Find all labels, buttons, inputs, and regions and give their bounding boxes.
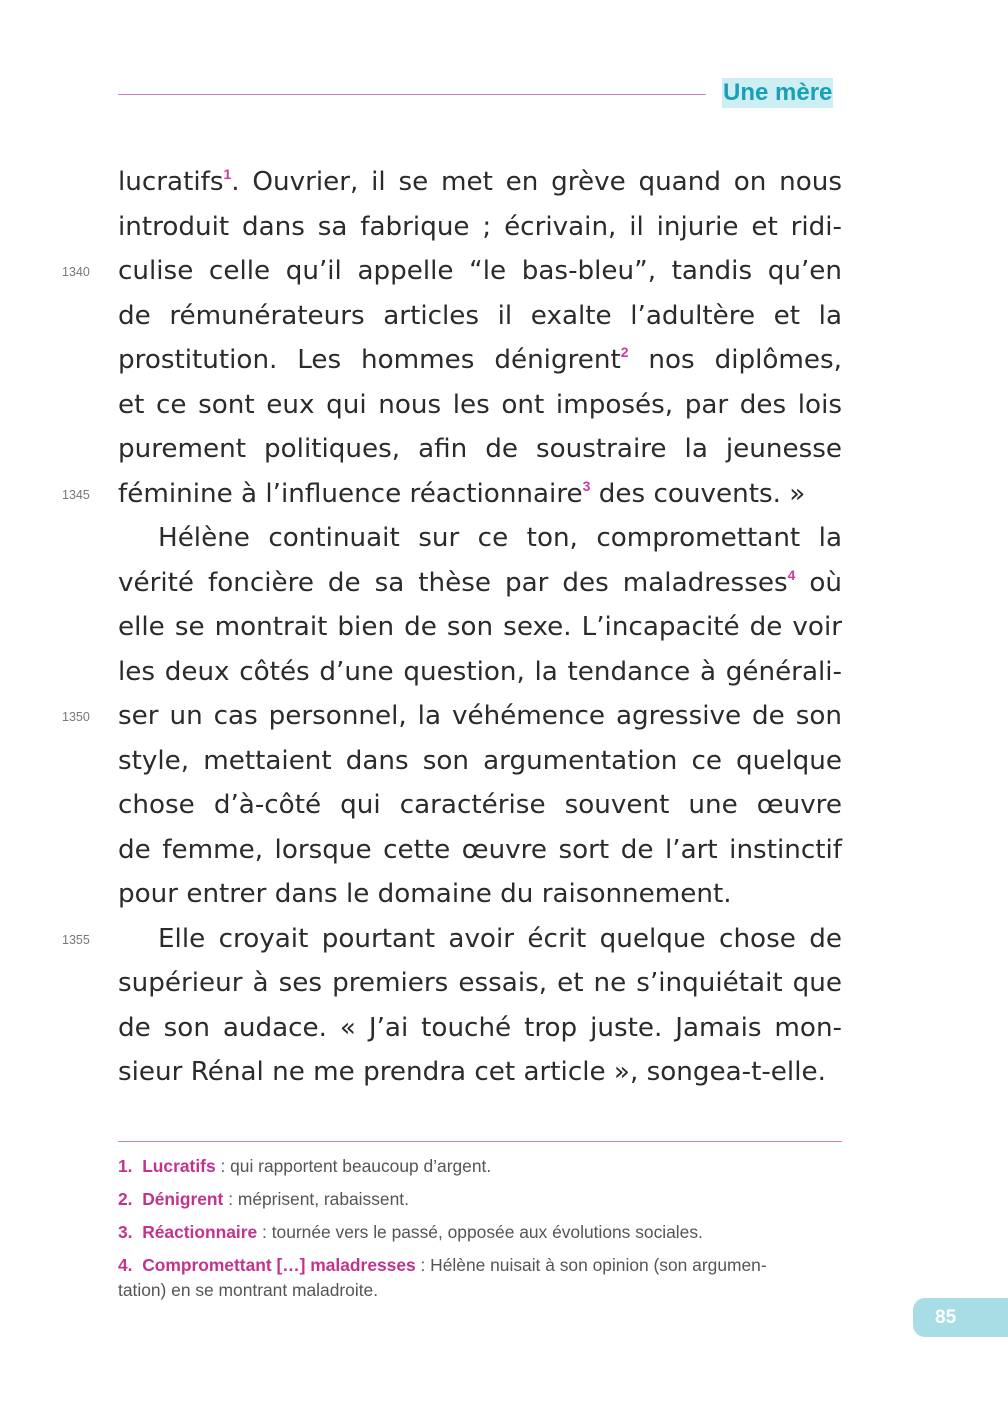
text-line: 1340 culise celle qu’il appelle “le bas-bleu”, tandis qu’en xyxy=(118,249,842,294)
footnote-ref[interactable]: 3 xyxy=(582,477,591,494)
text-line: style, mettaient dans son argumentation ce quelque xyxy=(118,745,842,776)
footnote xyxy=(118,1187,842,1212)
footnote-ref[interactable]: 1 xyxy=(223,166,232,182)
text-line: chose d’à-côté qui caractérise souvent une œuvre xyxy=(118,790,842,820)
text-line: de rémunérateurs articles il exalte l’adultère et la xyxy=(118,300,842,331)
text-line: Hélène continuait sur ce ton, compromettant la xyxy=(158,523,842,553)
text-line: lucratifs$^1$. Ouvrier, il se met en grève quand on nous xyxy=(118,166,842,197)
footnote-number: 2. xyxy=(118,1189,133,1209)
line-number: 1355 xyxy=(62,932,90,947)
text-line: vérité foncière de sa thèse par des maladresses$^4$ où xyxy=(118,566,843,598)
text-line: supérieur à ses premiers essais, et ne s’inquiétait que xyxy=(118,968,842,998)
text-line: 1355 Elle croyait pourtant avoir écrit quelque chose de xyxy=(118,917,842,962)
footnote-term: Lucratifs xyxy=(142,1156,216,1176)
footnote-definition: : qui rapportent beaucoup d’argent. xyxy=(215,1156,492,1176)
line-number: 1345 xyxy=(62,487,90,502)
text-line: sieur Rénal ne me prendra cet article », songea-t-elle. xyxy=(118,1057,826,1087)
footnote xyxy=(118,1154,842,1179)
footnote-definition: : Hélène nuisait à son opinion (son argumen- xyxy=(415,1255,767,1275)
footnote-number: 4. xyxy=(118,1255,133,1275)
text-line: et ce sont eux qui nous les ont imposés, par des lois xyxy=(118,389,842,420)
text-line: elle se montrait bien de son sexe. L’incapacité de voir xyxy=(118,612,842,642)
footnote-definition: : méprisent, rabaissent. xyxy=(223,1189,409,1209)
text-line: 1350 ser un cas personnel, la véhémence agressive de son xyxy=(118,694,842,739)
page-number: 85 xyxy=(913,1298,1008,1337)
footnote-definition-continued: tation) en se montrant maladroite. xyxy=(118,1280,379,1300)
text-line: 1345 féminine à l’influence réactionnaire$^3$ des couvents. » xyxy=(118,472,842,517)
line-number: 1350 xyxy=(62,710,90,724)
header-rule xyxy=(118,94,706,95)
footnote-number: 3. xyxy=(118,1222,133,1242)
text-line: de son audace. « J’ai touché trop juste. Jamais mon- xyxy=(118,1012,842,1043)
footnote-term: Compromettant […] maladresses xyxy=(142,1255,416,1275)
text-line: prostitution. Les hommes dénigrent$^2$ nos diplômes, xyxy=(118,344,842,375)
line-number: 1340 xyxy=(62,265,90,279)
text-line: de femme, lorsque cette œuvre sort de l’art instinctif xyxy=(118,834,842,865)
text-line: introduit dans sa fabrique ; écrivain, il injurie et ridi- xyxy=(118,211,842,242)
footnote-definition: : tournée vers le passé, opposée aux évolutions sociales. xyxy=(257,1222,703,1242)
footnotes xyxy=(118,1154,842,1311)
footnote-ref[interactable]: 2 xyxy=(620,344,629,360)
footnotes-rule xyxy=(118,1141,842,1142)
text-line: pour entrer dans le domaine du raisonnement. xyxy=(118,879,732,909)
footnote xyxy=(118,1220,842,1245)
footnote-number: 1. xyxy=(118,1156,133,1176)
footnote-term: Réactionnaire xyxy=(142,1222,258,1242)
footnote-term: Dénigrent xyxy=(142,1189,224,1209)
footnote-ref[interactable]: 4 xyxy=(787,566,796,583)
chapter-title: Une mère xyxy=(723,79,833,106)
footnote xyxy=(118,1253,842,1303)
text-line: les deux côtés d’une question, la tendance à générali- xyxy=(118,656,842,687)
body-text xyxy=(62,160,843,1095)
text-line: purement politiques, afin de soustraire la jeunesse xyxy=(118,434,842,464)
